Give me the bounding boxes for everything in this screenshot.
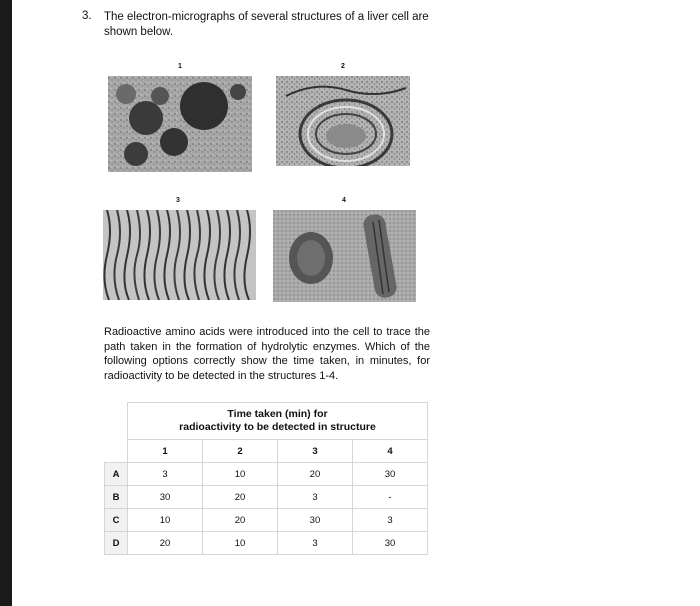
- table-row: [105, 486, 428, 509]
- table-cell: 3: [277, 532, 352, 555]
- column-header: 3: [277, 440, 352, 463]
- table-cell: 10: [128, 509, 203, 532]
- micrograph-label-1: 1: [178, 63, 182, 70]
- column-header: 1: [128, 440, 203, 463]
- table-cell: 3: [128, 463, 203, 486]
- table-row: [105, 532, 428, 555]
- option-label: D: [105, 532, 128, 555]
- left-edge-bar: [0, 0, 12, 606]
- micrograph-label-3: 3: [176, 197, 180, 204]
- table-cell: 30: [352, 463, 427, 486]
- table-cell: 3: [352, 509, 427, 532]
- table-cell: 30: [352, 532, 427, 555]
- option-label: C: [105, 509, 128, 532]
- table-cell: -: [352, 486, 427, 509]
- micrograph-1-image: [108, 76, 252, 172]
- table-title: [128, 403, 428, 440]
- table-title-line1: Time taken (min) for: [227, 408, 328, 420]
- option-label: A: [105, 463, 128, 486]
- answer-table: [104, 402, 428, 555]
- table-cell: 20: [202, 486, 277, 509]
- micrograph-label-4: 4: [342, 197, 346, 204]
- table-cell: 3: [277, 486, 352, 509]
- column-header: 2: [202, 440, 277, 463]
- micrograph-label-2: 2: [341, 63, 345, 70]
- table-cell: 20: [277, 463, 352, 486]
- micrograph-4-image: [273, 210, 416, 302]
- question-paragraph: Radioactive amino acids were introduced into the cell to trace the path taken in the formation of hydrolytic enzymes. Which of the following options correctly show the time taken, in minutes, for radioactivity to be detected in the structures 1-4.: [104, 326, 430, 382]
- micrograph-3-image: [103, 210, 256, 300]
- table-cell: 20: [128, 532, 203, 555]
- table-cell: 20: [202, 509, 277, 532]
- question-number: 3.: [82, 10, 92, 22]
- micrograph-2-image: [276, 76, 410, 166]
- table-corner-2: [105, 440, 128, 463]
- question-text: The electron-micrographs of several structures of a liver cell are shown below.: [104, 11, 429, 38]
- option-label: B: [105, 486, 128, 509]
- table-row: [105, 463, 428, 486]
- table-cell: 10: [202, 532, 277, 555]
- table-cell: 30: [277, 509, 352, 532]
- column-header: 4: [352, 440, 427, 463]
- table-cell: 30: [128, 486, 203, 509]
- table-cell: 10: [202, 463, 277, 486]
- table-title-line2: radioactivity to be detected in structure: [179, 421, 376, 433]
- table-row: [105, 509, 428, 532]
- table-corner: [105, 403, 128, 440]
